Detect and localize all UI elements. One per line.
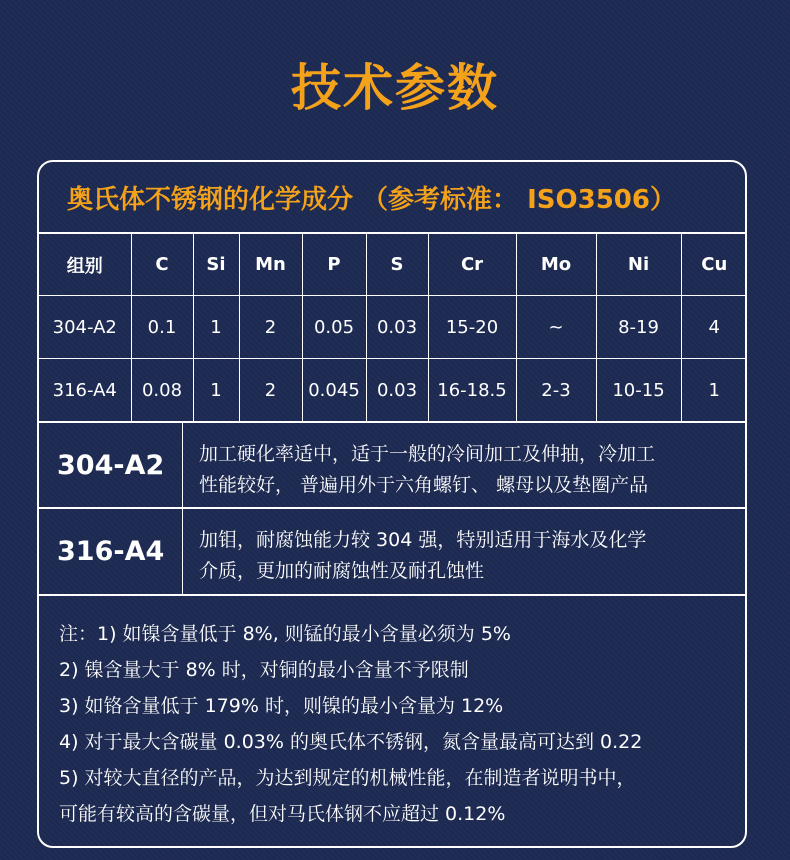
page-title: 技术参数	[291, 59, 499, 117]
grade-description-304	[39, 422, 745, 509]
table-cell: 2	[239, 359, 302, 422]
table-cell: 4	[681, 296, 747, 359]
header-cell: Mn	[239, 234, 302, 296]
header-cell: S	[366, 234, 428, 296]
grade-description-316	[39, 509, 745, 596]
table-cell: ~	[516, 296, 596, 359]
table-cell: 2	[239, 296, 302, 359]
grade-label: 316-A4	[39, 509, 183, 594]
composition-table	[39, 234, 747, 422]
note-line: 注：1) 如镍含量低于 8%, 则锰的最小含量必须为 5%	[59, 623, 511, 645]
table-cell: 0.03	[366, 296, 428, 359]
table-cell: 1	[681, 359, 747, 422]
table-cell: 1	[193, 359, 239, 422]
header-cell: Si	[193, 234, 239, 296]
table-cell: 2-3	[516, 359, 596, 422]
note-line: 3) 如铬含量低于 179% 时，则镍的最小含量为 12%	[59, 695, 504, 717]
note-line: 5) 对较大直径的产品，为达到规定的机械性能，在制造者说明书中，	[59, 767, 636, 789]
header-cell: P	[302, 234, 366, 296]
grade-description-text: 加钼，耐腐蚀能力较 304 强，特别适用于海水及化学 介质，更加的耐腐蚀性及耐孔蚀性	[199, 529, 647, 582]
table-row	[39, 296, 747, 359]
notes-section	[39, 596, 745, 832]
note-line: 2) 镍含量大于 8% 时，对铜的最小含量不予限制	[59, 659, 469, 681]
header-cell: Cu	[681, 234, 747, 296]
header-cell: C	[131, 234, 193, 296]
table-cell: 0.05	[302, 296, 366, 359]
grade-description-text: 加工硬化率适中，适于一般的冷间加工及伸抽，冷加工 性能较好， 普遍用外于六角螺钉、 螺母以及垫圈产品	[199, 443, 656, 496]
table-cell: 1	[193, 296, 239, 359]
table-cell: 10-15	[596, 359, 681, 422]
card-title: 奥氏体不锈钢的化学成分 （参考标准： ISO3506）	[39, 162, 745, 234]
table-cell: 0.1	[131, 296, 193, 359]
table-cell: 8-19	[596, 296, 681, 359]
table-cell: 304-A2	[39, 296, 131, 359]
table-row	[39, 359, 747, 422]
spec-card	[37, 160, 747, 848]
note-line: 4) 对于最大含碳量 0.03% 的奥氏体不锈钢，氮含量最高可达到 0.22	[59, 731, 643, 753]
note-line: 可能有较高的含碳量，但对马氏体钢不应超过 0.12%	[59, 803, 506, 825]
table-header-row	[39, 234, 747, 296]
header-cell: Cr	[428, 234, 516, 296]
table-cell: 0.03	[366, 359, 428, 422]
header-cell: 组别	[39, 234, 131, 296]
header-cell: Mo	[516, 234, 596, 296]
table-cell: 316-A4	[39, 359, 131, 422]
table-cell: 0.045	[302, 359, 366, 422]
table-cell: 16-18.5	[428, 359, 516, 422]
header-cell: Ni	[596, 234, 681, 296]
table-cell: 15-20	[428, 296, 516, 359]
grade-label: 304-A2	[39, 423, 183, 507]
table-cell: 0.08	[131, 359, 193, 422]
